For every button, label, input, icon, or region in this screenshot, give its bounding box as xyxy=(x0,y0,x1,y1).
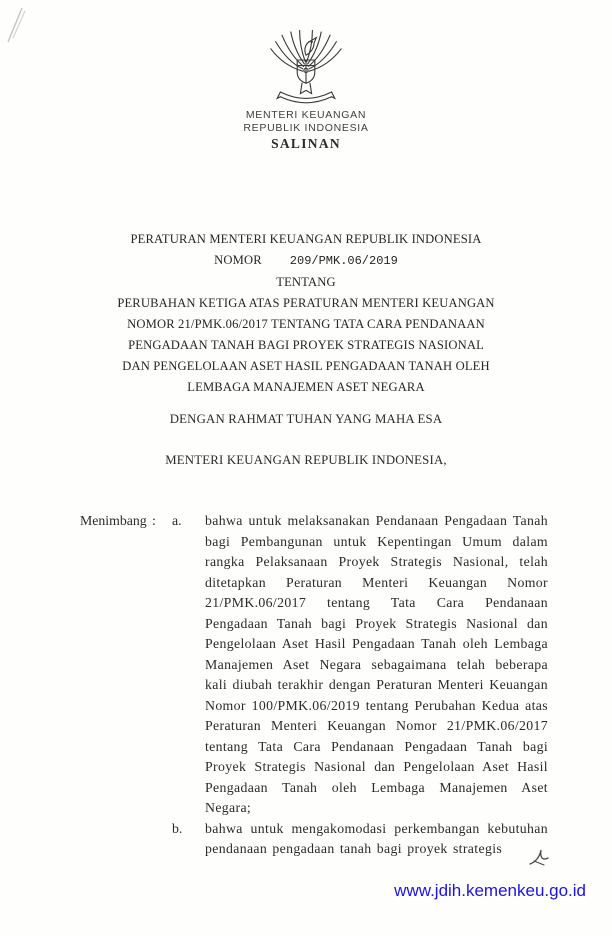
considerations-separator: : xyxy=(152,513,156,528)
copy-stamp-label: SALINAN xyxy=(271,136,341,151)
jdih-watermark: www.jdih.kemenkeu.go.id xyxy=(394,881,586,900)
considerations-items xyxy=(172,511,548,860)
garuda-pancasila-emblem-icon xyxy=(266,28,346,108)
considerations-section xyxy=(80,511,548,860)
ministry-name-line1: MENTERI KEUANGAN xyxy=(245,109,367,121)
letterhead xyxy=(0,109,612,135)
title-block xyxy=(0,229,612,398)
subject-line: PERUBAHAN KETIGA ATAS PERATURAN MENTERI KEUANGAN xyxy=(117,296,495,310)
subject-line: DAN PENGELOLAAN ASET HASIL PENGADAAN TANAH OLEH xyxy=(122,359,490,373)
considerations-label: Menimbang xyxy=(80,513,147,528)
item-marker: b. xyxy=(172,820,183,836)
subject-line: LEMBAGA MANAJEMEN ASET NEGARA xyxy=(187,380,425,394)
subject-line: PENGADAAN TANAH BAGI PROYEK STRATEGIS NASIONAL xyxy=(128,338,484,352)
consideration-item-b xyxy=(172,819,548,860)
tentang-label: TENTANG xyxy=(276,275,336,289)
item-text: bahwa untuk melaksanakan Pendanaan Pengadaan Tanah bagi Pembangunan untuk Kepentingan Umum dalam rangka Pelaksanaan Proyek Strategis Nasional, telah ditetapkan Peraturan Menteri Keuangan Nomor 21/PMK.06/2017 tentang Tata Cara Pendanaan Pengadaan Tanah bagi Proyek Strategis Nasional dan Pengelolaan Aset Hasil Pengadaan Tanah oleh Lembaga Manajemen Aset Negara sebagaimana telah beberapa kali diubah terakhir dengan Peraturan Menteri Keuangan Nomor 100/PMK.06/2019 tentang Perubahan Kedua atas Peraturan Menteri Keuangan Nomor 21/PMK.06/2017 tentang Tata Cara Pendanaan Pengadaan Tanah bagi Proyek Strategis Nasional dan Pengelolaan Aset Hasil Pengadaan Tanah oleh Lembaga Manajemen Aset Negara; xyxy=(205,513,548,815)
authority-line: MENTERI KEUANGAN REPUBLIK INDONESIA, xyxy=(165,453,447,467)
nomor-value: 209/PMK.06/2019 xyxy=(289,254,398,268)
item-marker: a. xyxy=(172,513,182,528)
scan-scratch-icon xyxy=(2,2,62,62)
nomor-label: NOMOR xyxy=(214,253,262,267)
handwritten-paraf-icon xyxy=(527,848,551,870)
ministry-name-line2: REPUBLIK INDONESIA xyxy=(243,122,369,134)
invocation-line: DENGAN RAHMAT TUHAN YANG MAHA ESA xyxy=(169,412,443,426)
subject-line: NOMOR 21/PMK.06/2017 TENTANG TATA CARA PENDANAAN xyxy=(127,317,485,331)
consideration-item-a xyxy=(172,511,548,819)
item-text: bahwa untuk mengakomodasi perkembangan kebutuhan pendanaan pengadaan tanah bagi proyek strategis xyxy=(205,820,548,856)
regulation-number-row xyxy=(0,250,612,272)
regulation-heading: PERATURAN MENTERI KEUANGAN REPUBLIK INDONESIA xyxy=(130,232,482,246)
